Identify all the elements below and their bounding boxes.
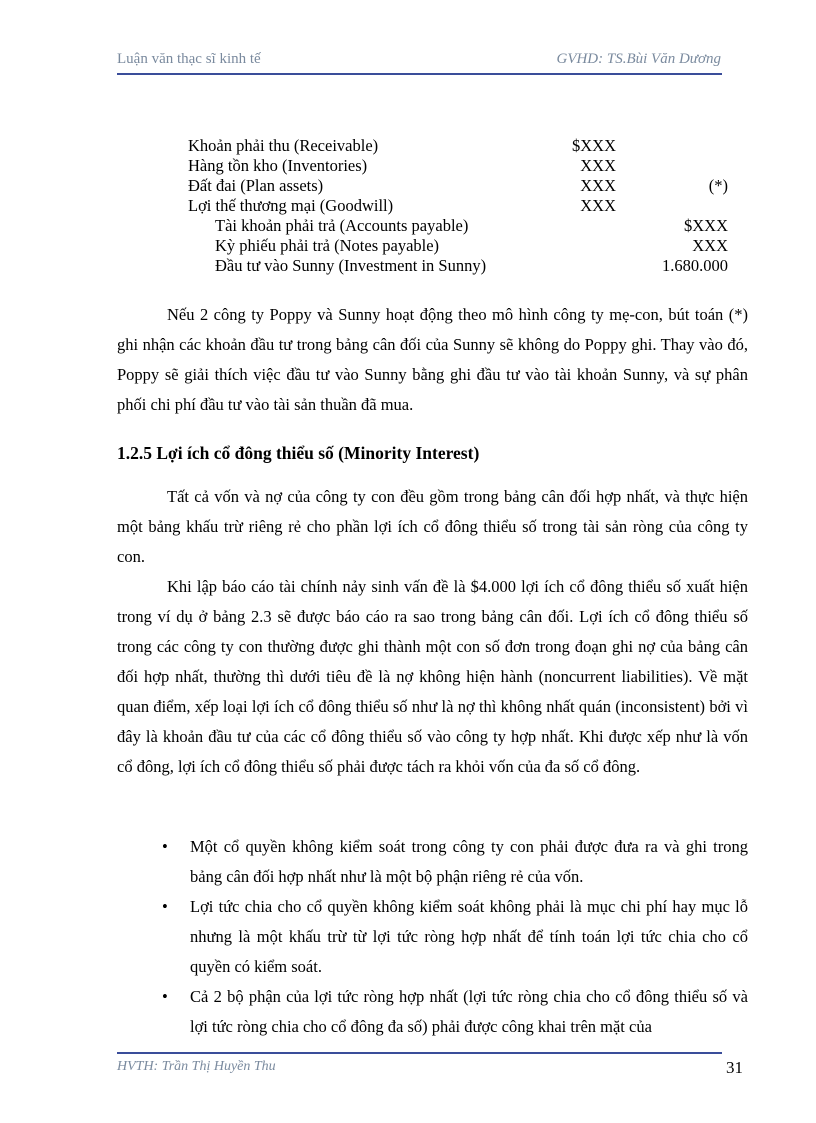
- list-item: [160, 832, 748, 892]
- header-divider: [117, 73, 722, 75]
- journal-entry-row: [188, 196, 748, 216]
- entry-credit: 1.680.000: [662, 256, 728, 275]
- entry-account: Khoản phải thu (Receivable): [188, 136, 379, 155]
- bullet-icon: •: [162, 897, 168, 916]
- journal-entry-row: [188, 256, 748, 276]
- paragraph-consolidation-note: Nếu 2 công ty Poppy và Sunny hoạt động theo mô hình công ty mẹ-con, bút toán (*) ghi nhận các khoản đầu tư trong bảng cân đối của Sunny sẽ không do Poppy ghi. Thay vào đó, Poppy sẽ giải thích việc đầu tư vào Sunny bằng ghi đầu tư vào tài khoản Sunny, và sự phân phối chi phí đầu tư vào tài sản thuần đã mua.: [117, 305, 748, 414]
- bullet-icon: •: [162, 837, 168, 856]
- footer-author: HVTH: Trần Thị Huyền Thu: [117, 1059, 276, 1074]
- entry-account: Đất đai (Plan assets): [188, 176, 324, 195]
- page-number: 31: [726, 1058, 743, 1077]
- section-heading: 1.2.5 Lợi ích cổ đông thiểu số (Minority Interest): [117, 443, 480, 463]
- journal-entry-row: [188, 216, 748, 236]
- entry-debit: XXX: [580, 156, 616, 175]
- paragraph-minority-reporting: Khi lập báo cáo tài chính nảy sinh vấn đề là $4.000 lợi ích cổ đông thiểu số xuất hiện trong ví dụ ở bảng 2.3 sẽ được báo cáo ra sao trong bảng cân đối. Lợi ích cổ đông thiểu số trong các công ty con thường được ghi thành một con số đơn trong đoạn ghi nợ của bảng cân đối hợp nhất, thường thì dưới tiêu đề là nợ không hiện hành (noncurrent liabilities). Về mặt quan điểm, xếp loại lợi ích cổ đông thiểu số như là nợ thì không nhất quán (inconsistent) bởi vì đây là khoản đầu tư của các cổ đông thiểu số vào công ty hợp nhất. Khi được xếp như là vốn cổ đông, lợi ích cổ đông thiểu số phải được tách ra khỏi vốn của đa số cổ đông.: [117, 577, 748, 776]
- paragraph-minority-intro: Tất cả vốn và nợ của công ty con đều gồm trong bảng cân đối hợp nhất, và thực hiện một bảng khấu trừ riêng rẻ cho phần lợi ích cổ đông thiểu số trong tài sản ròng của công ty con.: [117, 487, 748, 566]
- entry-account: Hàng tồn kho (Inventories): [188, 156, 368, 175]
- entry-credit: $XXX: [684, 216, 728, 235]
- journal-entry-row: [188, 136, 748, 156]
- entry-account: Lợi thế thương mại (Goodwill): [188, 196, 394, 215]
- entry-credit: (*): [708, 176, 728, 195]
- entry-debit: XXX: [580, 176, 616, 195]
- header-thesis-title: Luận văn thạc sĩ kinh tế: [117, 51, 261, 67]
- list-item: [160, 892, 748, 982]
- entry-account: Kỳ phiếu phải trả (Notes payable): [215, 236, 440, 255]
- entry-account: Đầu tư vào Sunny (Investment in Sunny): [215, 256, 487, 275]
- list-item-text: Cả 2 bộ phận của lợi tức ròng hợp nhất (lợi tức ròng chia cho cổ đông thiểu số và lợi tức ròng chia cho cổ đông đa số) phải được công khai trên mặt của: [190, 987, 748, 1036]
- journal-entry-table: [188, 136, 748, 276]
- footer-divider: [117, 1052, 722, 1054]
- list-item-text: Một cổ quyền không kiểm soát trong công ty con phải được đưa ra và ghi trong bảng cân đối hợp nhất như là một bộ phận riêng rẻ của vốn.: [190, 837, 748, 886]
- bullet-icon: •: [162, 987, 168, 1006]
- entry-debit: XXX: [580, 196, 616, 215]
- bullet-list: [160, 832, 748, 1042]
- journal-entry-row: [188, 176, 748, 196]
- list-item-text: Lợi tức chia cho cổ quyền không kiểm soát không phải là mục chi phí hay mục lỗ nhưng là một khấu trừ từ lợi tức ròng hợp nhất để tính toán lợi tức chia cho cổ quyền có kiểm soát.: [190, 897, 748, 976]
- header-supervisor: GVHD: TS.Bùi Văn Dương: [556, 51, 721, 67]
- entry-credit: XXX: [692, 236, 728, 255]
- entry-debit: $XXX: [572, 136, 616, 155]
- entry-account: Tài khoản phải trả (Accounts payable): [215, 216, 469, 235]
- list-item: [160, 982, 748, 1042]
- journal-entry-row: [188, 156, 748, 176]
- journal-entry-row: [188, 236, 748, 256]
